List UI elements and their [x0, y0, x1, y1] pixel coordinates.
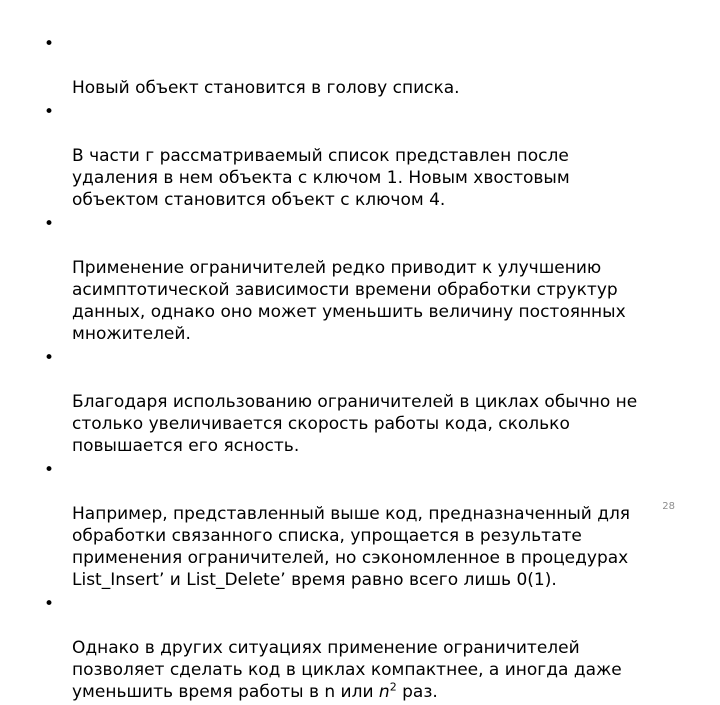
page-number: 28: [662, 501, 675, 512]
list-item-text: Новый объект становится в голову списка.: [72, 78, 460, 98]
list-item-text: [72, 638, 622, 702]
variable-n: n: [378, 682, 390, 702]
list-item: [44, 213, 664, 345]
list-item-text: Благодаря использованию ограничителей в циклах обычно не столько увеличивается скорость работы кода, сколько повышается его ясность.: [72, 392, 638, 456]
list-item-text: Например, представленный выше код, предназначенный для обработки связанного списка, упрощается в результате применения ограничителей, но сэкономленное в процедурах List_Insert’ и List_Delete’ время равно всего лишь 0(1).: [72, 504, 631, 590]
superscript-exponent: 2: [389, 680, 397, 694]
list-item-text-start: Однако в других ситуациях применение ограничителей позволяет сделать код в циклах компактнее, а иногда даже уменьшить время работы в n или: [72, 638, 622, 702]
list-item-text-end: раз.: [396, 682, 438, 702]
list-item: [44, 459, 664, 591]
bullet-dot-icon: •: [44, 102, 55, 122]
bullet-dot-icon: •: [44, 34, 55, 54]
bullet-dot-icon: •: [44, 460, 55, 480]
list-item: [44, 101, 664, 211]
list-item: [44, 347, 664, 457]
bullet-dot-icon: •: [44, 594, 55, 614]
bullet-list: [44, 33, 664, 705]
list-item: [44, 593, 664, 703]
bullet-dot-icon: •: [44, 348, 55, 368]
list-item-text: В части г рассматриваемый список представлен после удаления в нем объекта с ключом 1. Новым хвостовым объектом становится объект с ключом 4.: [72, 146, 570, 210]
bullet-dot-icon: •: [44, 214, 55, 234]
list-item: [44, 33, 664, 99]
list-item-text: Применение ограничителей редко приводит к улучшению асимптотической зависимости времени обработки структур данных, однако оно может уменьшить величину постоянных множителей.: [72, 258, 626, 344]
